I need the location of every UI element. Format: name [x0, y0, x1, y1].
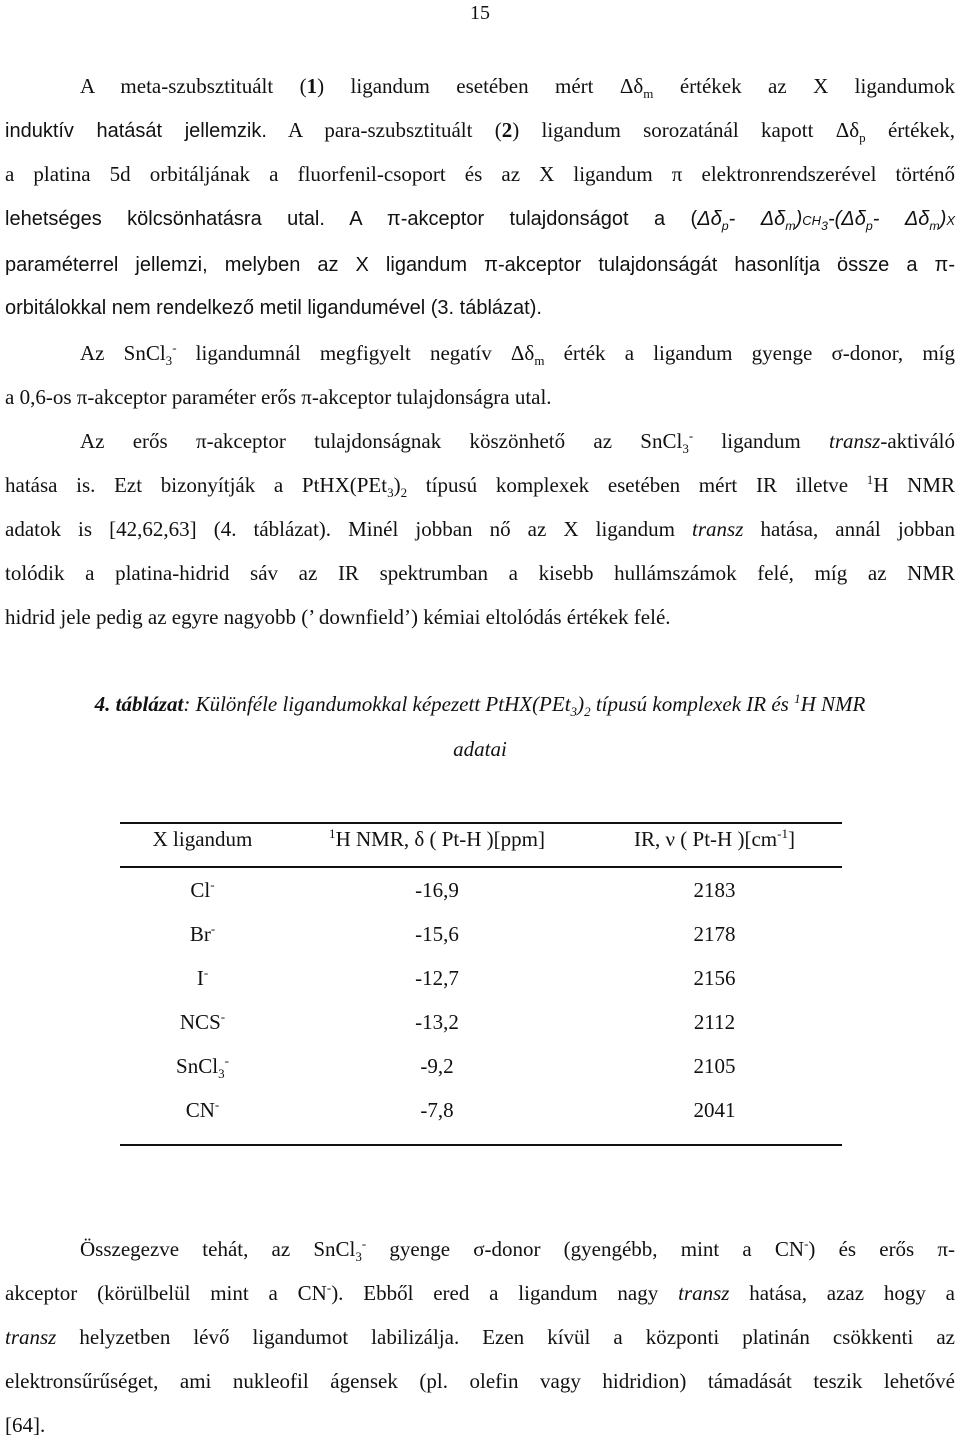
table-cell-nmr: -13,2: [415, 1010, 459, 1034]
paragraph2-line1: Az SnCl$_3$- ligandumnál megfigyelt negatív $\Delta\delta_m$ érték a ligandum gyenge σ-donor, míg: [80, 340, 955, 369]
table-cell-ligand: CN-: [185, 1097, 220, 1122]
table-header-rule: [120, 866, 842, 868]
table-cell-ligand: SnCl$_3$-: [176, 1053, 229, 1082]
table-cell-ligand: Cl-: [190, 877, 215, 902]
paragraph4-line4: elektronsűrűséget, ami nukleofil ágensek (pl. olefin vagy hidridion) támadását teszik lehetővé: [5, 1369, 955, 1393]
table-cell-ir: 2156: [693, 966, 736, 990]
paragraph1-line5: paraméterrel jellemzi, melyben az X ligandum π-akceptor tulajdonságát hasonlítja össze a π-: [5, 254, 955, 276]
table-cell-ir: 2183: [693, 878, 736, 902]
page-number: 15: [470, 2, 490, 24]
paragraph4-line3: transz helyzetben lévő ligandumot labilizálja. Ezen kívül a központi platinán csökkenti az: [5, 1325, 955, 1349]
paragraph3-line5: hidrid jele pedig az egyre nagyobb (’ downfield’) kémiai eltolódás értékek felé.: [5, 605, 671, 629]
paragraph1-line6: orbitálokkal nem rendelkező metil ligandumével (3. táblázat).: [5, 297, 542, 319]
table-cell-nmr: -15,6: [415, 922, 459, 946]
table-header-ir: IR, ν ( Pt-H )$[cm^{-1}]$: [634, 826, 795, 851]
table-caption-line2: adatai: [453, 737, 507, 761]
paragraph4-line1: Összegezve tehát, az SnCl$_3$- gyenge σ-donor (gyengébb, mint a CN-) és erős π-: [80, 1236, 955, 1265]
table-cell-ir: 2178: [693, 922, 736, 946]
paragraph1-line3: a platina 5d orbitáljának a fluorfenil-csoport és az X ligandum π elektronrendszerével történő: [5, 162, 955, 186]
table-top-rule: [120, 822, 842, 824]
paragraph1-line1: A meta-szubsztituált (1) ligandum esetében mért $\Delta\delta_m$ értékek az X ligandumok: [80, 74, 955, 102]
table-cell-nmr: -7,8: [420, 1098, 454, 1122]
paragraph3-line2: hatása is. Ezt bizonyítják a $PtHX(PEt_3)_2$ típusú komplexek esetében mért IR illetve $^1$H NMR: [5, 472, 956, 501]
paragraph3-line4: tolódik a platina-hidrid sáv az IR spektrumban a kisebb hullámszámok felé, míg az NMR: [5, 561, 955, 585]
table-cell-nmr: -12,7: [415, 966, 459, 990]
paragraph4-line5: [64].: [5, 1413, 46, 1437]
table-cell-ligand: I-: [196, 965, 209, 990]
table-cell-ligand: NCS-: [179, 1009, 226, 1034]
table-caption: 4. táblázat: Különféle ligandumokkal képezett $PtHX(PEt_3)_2$ típusú komplexek IR és $^1$H NMR: [94, 691, 866, 720]
table-cell-ir: 2041: [693, 1098, 736, 1122]
paragraph1-line2: induktív hatását jellemzik. A para-szubsztituált (2) ligandum sorozatánál kapott $\Delta\delta_p$ értékek,: [5, 118, 955, 146]
table-header-nmr: $^1$H NMR, δ ( Pt-H )[ppm]: [329, 826, 545, 851]
paragraph3-line1: Az erős π-akceptor tulajdonságnak köszönhető az SnCl$_3$- ligandum transz-aktiváló: [80, 428, 955, 457]
table-cell-ir: 2112: [693, 1010, 736, 1034]
paragraph2-line2: a 0,6-os π-akceptor paraméter erős π-akceptor tulajdonságra utal.: [5, 385, 552, 409]
table-cell-ligand: Br-: [189, 921, 216, 946]
paragraph4-line2: akceptor (körülbelül mint a CN-). Ebből ered a ligandum nagy transz hatása, azaz hogy a: [5, 1280, 955, 1305]
table-cell-nmr: -9,2: [420, 1054, 454, 1078]
table-header-ligand: X ligandum: [152, 827, 253, 851]
table-cell-ir: 2105: [693, 1054, 736, 1078]
table-cell-nmr: -16,9: [415, 878, 459, 902]
paragraph1-line4: lehetséges kölcsönhatásra utal. A π-akceptor tulajdonságot a ($\Delta\delta_p-$ $\Delta\delta_m)CH_3-(\Delta\delta_p-$ $\Delta\delta_m)X$: [5, 208, 956, 233]
paragraph3-line3: adatok is [42,62,63] (4. táblázat). Minél jobban nő az X ligandum transz hatása, annál jobban: [5, 517, 955, 541]
table-bottom-rule: [120, 1144, 842, 1146]
